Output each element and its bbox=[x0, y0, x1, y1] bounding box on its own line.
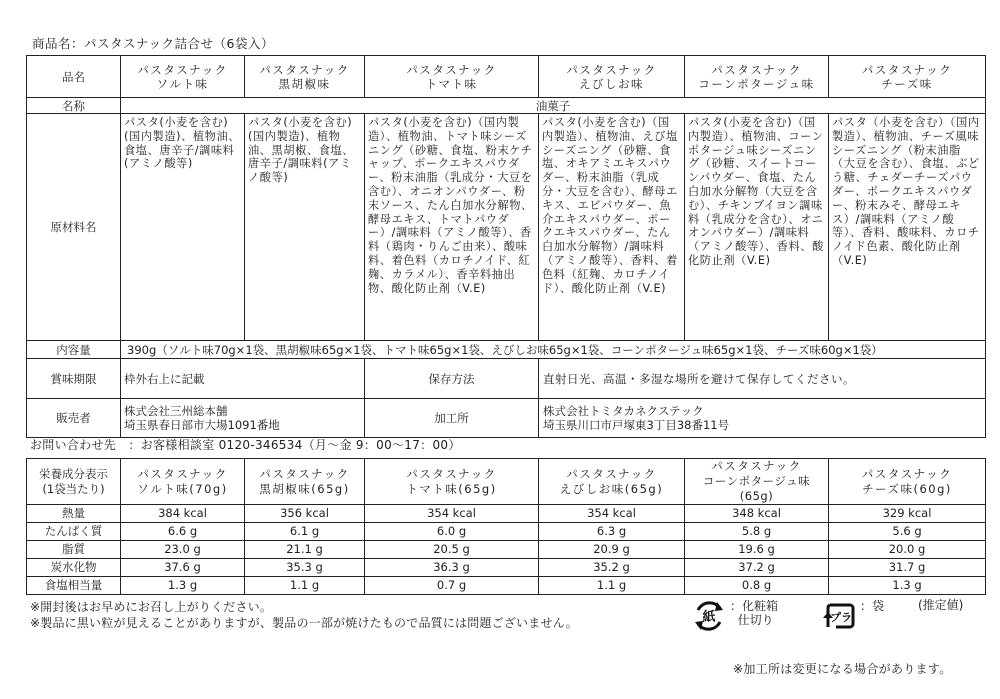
nutrient-value: 354 kcal bbox=[365, 505, 539, 523]
row-label-category: 名称 bbox=[27, 98, 121, 114]
product-name-cell: パスタスナック トマト味 bbox=[365, 56, 539, 98]
nutrition-product-cell: パスタスナック ソルト味(70g) bbox=[121, 459, 245, 505]
nutrient-value: 6.6 g bbox=[121, 523, 245, 541]
nutrient-value: 384 kcal bbox=[121, 505, 245, 523]
paper-recycle-icon bbox=[692, 599, 726, 636]
nutrient-value: 20.0 g bbox=[829, 541, 986, 559]
nutrient-label: 脂質 bbox=[27, 541, 121, 559]
seller-address: 埼玉県春日部市大場1091番地 bbox=[124, 418, 280, 432]
nutrition-row-salt bbox=[27, 577, 986, 595]
nutrient-value: 21.1 g bbox=[245, 541, 365, 559]
nutrient-value: 37.2 g bbox=[685, 559, 829, 577]
ingredients-cheese: パスタ（小麦を含む）（国内製造）、植物油、チーズ風味シーズニング（粉末油脂（大豆を含む）、食塩、ぶどう糖、チェダーチーズパウダー、ポークエキスパウダー、粉末みそ、酵母エキス）/調味料（アミノ酸等）、香料、酸味料、カロチノイド色素、酸化防止剤（V.E) bbox=[829, 114, 986, 341]
row-label-seller: 販売者 bbox=[27, 399, 121, 438]
ingredients-ebishio: パスタ(小麦を含む)（国内製造）、植物油、えび塩シーズニング（砂糖、食塩、オキアミエキスパウダー、粉末油脂（乳成分・大豆を含む）、酵母エキス、エビパウダー、魚介エキスパウダー、ポークエキスパウダー、たん白加水分解物）/調味料（アミノ酸等）、香料、着色料（紅麹、カロチノイド）、酸化防止剤（V.E) bbox=[539, 114, 685, 341]
category-value: 油菓子 bbox=[121, 98, 986, 114]
row-label-manufacturer: 加工所 bbox=[365, 399, 539, 438]
ingredients-row bbox=[27, 114, 986, 341]
row-label-name: 品名 bbox=[27, 56, 121, 98]
nutrient-value: 1.3 g bbox=[121, 577, 245, 595]
row-label-storage: 保存方法 bbox=[365, 359, 539, 399]
nutrient-value: 329 kcal bbox=[829, 505, 986, 523]
storage-value: 直射日光、高温・多湿な場所を避けて保存してください。 bbox=[539, 359, 986, 399]
nutrient-value: 5.6 g bbox=[829, 523, 986, 541]
nutrient-label: 食塩相当量 bbox=[27, 577, 121, 595]
nutrition-row-protein bbox=[27, 523, 986, 541]
manufacturer-info bbox=[539, 399, 986, 438]
ingredients-salt: パスタ(小麦を含む)(国内製造)、植物油、食塩、唐辛子/調味料(アミノ酸等) bbox=[121, 114, 245, 341]
category-row bbox=[27, 98, 986, 114]
paper-recycle-label: ：化粧箱 仕切り bbox=[730, 599, 779, 627]
recycle-mark-plastic bbox=[822, 599, 884, 636]
nutrition-row-carbohydrate bbox=[27, 559, 986, 577]
nutrient-value: 5.8 g bbox=[685, 523, 829, 541]
nutrition-table bbox=[26, 458, 986, 595]
nutrition-row-energy bbox=[27, 505, 986, 523]
nutrient-value: 1.3 g bbox=[829, 577, 986, 595]
footnote: ※加工所は変更になる場合があります。 bbox=[733, 662, 952, 676]
nutrient-value: 35.3 g bbox=[245, 559, 365, 577]
note-line: ※製品に黒い粒が見えることがありますが、製品の一部が焼けたもので品質には問題ございません。 bbox=[30, 616, 578, 630]
nutrient-value: 36.3 g bbox=[365, 559, 539, 577]
food-label-table bbox=[26, 55, 986, 438]
nutrient-value: 0.7 g bbox=[365, 577, 539, 595]
ingredients-tomato: パスタ(小麦を含む)（国内製造）、植物油、トマト味シーズニング（砂糖、食塩、粉末ケチャップ、ポークエキスパウダー、粉末油脂（乳成分・大豆を含む）、オニオンパウダー、粉末ソース、たん白加水分解物、酵母エキス、トマトパウダー）/調味料（アミノ酸等）、香料（鶏肉・りんご由来）、酸味料、着色料（カロチノイド、紅麹、カラメル）、香辛料抽出物、酸化防止剤（V.E) bbox=[365, 114, 539, 341]
product-name-cell: パスタスナック ソルト味 bbox=[121, 56, 245, 98]
manufacturer-address: 埼玉県川口市戸塚東3丁目38番11号 bbox=[543, 418, 730, 432]
svg-text:プラ: プラ bbox=[830, 611, 852, 624]
nutrient-value: 35.2 g bbox=[539, 559, 685, 577]
nutrition-product-cell: パスタスナック 黒胡椒味(65g) bbox=[245, 459, 365, 505]
product-name-cell: パスタスナック えびしお味 bbox=[539, 56, 685, 98]
row-label-best-before: 賞味期限 bbox=[27, 359, 121, 399]
nutrition-header-label: 栄養成分表示 (1袋当たり) bbox=[27, 459, 121, 505]
nutrient-value: 6.0 g bbox=[365, 523, 539, 541]
nutrient-value: 20.5 g bbox=[365, 541, 539, 559]
content-row bbox=[27, 341, 986, 359]
nutrient-value: 1.1 g bbox=[245, 577, 365, 595]
nutrient-value: 0.8 g bbox=[685, 577, 829, 595]
product-title: 商品名：パスタスナック詰合せ（6袋入） bbox=[32, 36, 274, 51]
manufacturer-name: 株式会社トミタカネクステック bbox=[543, 404, 704, 418]
seller-name: 株式会社三州総本舗 bbox=[124, 404, 228, 418]
best-before-value: 枠外右上に記載 bbox=[121, 359, 365, 399]
ingredients-black-pepper: パスタ(小麦を含む)(国内製造)、植物油、黒胡椒、食塩、唐辛子/調味料(アミノ酸等) bbox=[245, 114, 365, 341]
row-label-content: 内容量 bbox=[27, 341, 121, 359]
nutrient-value: 1.1 g bbox=[539, 577, 685, 595]
nutrient-value: 31.7 g bbox=[829, 559, 986, 577]
nutrition-row-fat bbox=[27, 541, 986, 559]
nutrient-label: 熱量 bbox=[27, 505, 121, 523]
product-name-row bbox=[27, 56, 986, 98]
content-value: 390g（ソルト味70g×1袋、黒胡椒味65g×1袋、トマト味65g×1袋、えびしお味65g×1袋、コーンポタージュ味65g×1袋、チーズ味60g×1袋） bbox=[121, 341, 986, 359]
seller-info bbox=[121, 399, 365, 438]
nutrient-value: 356 kcal bbox=[245, 505, 365, 523]
nutrient-label: 炭水化物 bbox=[27, 559, 121, 577]
recycle-mark-paper bbox=[692, 599, 778, 636]
nutrition-header-row bbox=[27, 459, 986, 505]
product-name-cell: パスタスナック コーンポタージュ味 bbox=[685, 56, 829, 98]
notes bbox=[30, 599, 578, 631]
nutrition-product-cell: パスタスナック トマト味(65g) bbox=[365, 459, 539, 505]
svg-text:紙: 紙 bbox=[702, 610, 716, 625]
seller-row bbox=[27, 399, 986, 438]
nutrient-value: 6.1 g bbox=[245, 523, 365, 541]
nutrient-value: 6.3 g bbox=[539, 523, 685, 541]
contact-info: お問い合わせ先 ：お客様相談室 0120-346534（月～金 9：00～17：00） bbox=[30, 438, 461, 452]
nutrient-value: 19.6 g bbox=[685, 541, 829, 559]
product-name-cell: パスタスナック 黒胡椒味 bbox=[245, 56, 365, 98]
nutrient-value: 37.6 g bbox=[121, 559, 245, 577]
product-name-cell: パスタスナック チーズ味 bbox=[829, 56, 986, 98]
note-line: ※開封後はお早めにお召し上がりください。 bbox=[30, 600, 273, 614]
nutrient-value: 354 kcal bbox=[539, 505, 685, 523]
nutrient-value: 348 kcal bbox=[685, 505, 829, 523]
nutrition-product-cell: パスタスナック コーンポタージュ味(65g) bbox=[685, 459, 829, 505]
plastic-recycle-icon bbox=[822, 599, 856, 636]
estimate-note: (推定値) bbox=[918, 598, 964, 612]
plastic-recycle-label: ：袋 bbox=[860, 599, 885, 613]
nutrition-product-cell: パスタスナック えびしお味(65g) bbox=[539, 459, 685, 505]
row-label-ingredients: 原材料名 bbox=[27, 114, 121, 341]
nutrient-value: 23.0 g bbox=[121, 541, 245, 559]
best-before-row bbox=[27, 359, 986, 399]
ingredients-corn-potage: パスタ(小麦を含む)（国内製造）、植物油、コーンポタージュ味シーズニング（砂糖、スイートコーンパウダー、食塩、たん白加水分解物（大豆を含む）、チキンブイヨン調味料（乳成分を含む）、オニオンパウダー）/調味料（アミノ酸等）、香料、酸化防止剤（V.E) bbox=[685, 114, 829, 341]
nutrient-label: たんぱく質 bbox=[27, 523, 121, 541]
nutrition-product-cell: パスタスナック チーズ味(60g) bbox=[829, 459, 986, 505]
nutrient-value: 20.9 g bbox=[539, 541, 685, 559]
